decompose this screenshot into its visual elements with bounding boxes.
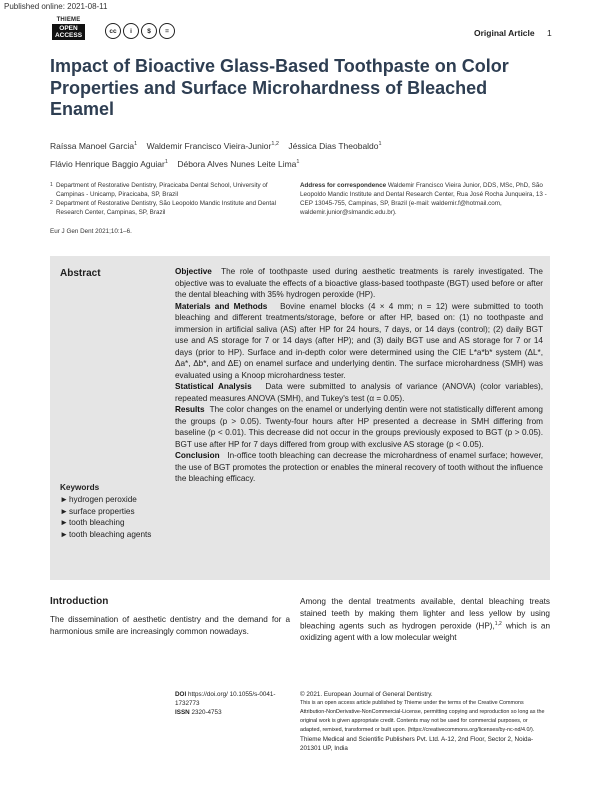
keyword-text: tooth bleaching agents [69, 529, 152, 539]
published-date: Published online: 2021-08-11 [4, 2, 108, 11]
affiliation-number: 2 [50, 200, 53, 206]
keyword-text: surface properties [69, 506, 135, 516]
affiliations [50, 181, 280, 217]
license-block [300, 690, 550, 753]
introduction-left-column: The dissemination of aesthetic dentistry and the demand for a harmonious smile are increasingly common nowadays. [50, 615, 290, 636]
author-affil-sup: 1 [296, 158, 300, 165]
page-number: 1 [547, 28, 552, 38]
correspondence-label: Address for correspondence [300, 182, 387, 189]
author-list [50, 136, 550, 172]
author-name: Jéssica Dias Theobaldo [288, 140, 379, 151]
keyword-text: hydrogen peroxide [69, 495, 137, 504]
doi-label: DOI [175, 691, 187, 698]
abstract-objective [175, 266, 543, 301]
article-title: Impact of Bioactive Glass-Based Toothpaste on Color Properties and Surface Microhardness of Bleached Enamel [50, 56, 509, 119]
affiliation-item [50, 181, 280, 199]
logo-open-text: OPEN [59, 25, 78, 32]
author-affil-sup: 1 [164, 158, 168, 165]
issn-value: 2320-4753 [191, 709, 222, 716]
abstract-conclusion [175, 450, 543, 485]
correspondence-text: Waldemir Francisco Vieira Junior, DDS, MSc, PhD, São Leopoldo Mandic Institute and Dental Research Center, Rua José Rocha Junqueira, 13 - CEP 13045-755, Campinas, SP, Brazil (e-mail: waldemir.f@hotmail.com, waldemir.junior@slmandic.edu.br). [300, 182, 547, 216]
objective-label: Objective [175, 267, 212, 276]
nd-icon: = [159, 23, 175, 39]
stats-text: Data were submitted to analysis of variance (ANOVA) (color variables), repeated measures ANOVA (SMH), and Tukey's test (α = 0.05). [175, 382, 544, 403]
results-label: Results [175, 405, 205, 414]
abstract-statistics [175, 381, 543, 404]
conclusion-text: In-office tooth bleaching can decrease the microhardness of enamel surface; however, the use of BGT promotes the protection or enables the mineral recovery of tooth without the influence the bleaching efficacy. [175, 451, 543, 483]
methods-label: Materials and Methods [175, 301, 268, 311]
author-name: Waldemir Francisco Vieira-Junior [146, 140, 272, 151]
doi-line [175, 690, 290, 708]
introduction-right-column [300, 596, 550, 644]
author-affil-sup: 1,2 [271, 141, 279, 147]
author-line-2 [50, 154, 550, 172]
intro-right-text: Among the dental treatments available, dental bleaching treats stained teeth by making them lighter and less yellow by using bleaching agents such as hydrogen peroxide (HP), [300, 597, 550, 631]
arrow-right-icon: ► [60, 529, 69, 539]
keywords-heading: Keywords [60, 483, 100, 492]
keyword-item [60, 529, 165, 541]
nc-icon: $ [141, 23, 157, 39]
intro-right-text-end: which is an oxidizing agent with a low molecular weight [300, 621, 551, 643]
issn-label: ISSN [175, 709, 190, 716]
logo-publisher-text: THIEME [56, 17, 81, 23]
introduction-heading: Introduction [50, 596, 109, 607]
copyright-line: © 2021. European Journal of General Dentistry. [300, 691, 433, 698]
abstract-body [175, 266, 543, 485]
abstract-heading: Abstract [60, 268, 101, 279]
license-text: This is an open access article published by Thieme under the terms of the Creative Commons Attribution-NonDerivative-NonCommercial-License, permitting copying and reproduction so long as the original work is given appropriate credit. Contents may not be used for commercial purposes, or adapted, remixed, transformed or built upon. (https://creativecommons.org/licenses/by-nc-nd/4.0/). [300, 700, 545, 733]
thieme-open-access-logo [52, 17, 85, 44]
abstract-methods [175, 301, 543, 382]
arrow-right-icon: ► [60, 495, 69, 504]
article-type: Original Article [474, 28, 535, 38]
keyword-item [60, 494, 165, 506]
conclusion-label: Conclusion [175, 451, 220, 460]
results-text: The color changes on the enamel or underlying dentin were not statistically different among the groups (p > 0.05). Twenty-four hours after HP presented a decrease in SMH differing from baseline (p < 0.01). This decrease did not occur in the groups previously exposed to BGT (p > 0.05). BGT use after HP for 7 days differed from group with exclusive AS storage (p < 0.05). [175, 405, 543, 449]
author-affil-sup: 1 [378, 141, 382, 147]
publisher-address: Thieme Medical and Scientific Publishers Pvt. Ltd. A-12, 2nd Floor, Sector 2, Noida-201301 UP, India [300, 736, 534, 752]
author-line-1 [50, 136, 550, 154]
logo-open-access-box [52, 24, 85, 40]
author-name: Raíssa Manoel Garcia [50, 140, 135, 151]
affiliation-item [50, 199, 280, 217]
abstract-results [175, 404, 543, 450]
issn-line [175, 708, 290, 717]
arrow-right-icon: ► [60, 506, 69, 516]
affiliation-text: Department of Restorative Dentistry, São Leopoldo Mandic Institute and Dental Research Center, Campinas, SP, Brazil [56, 200, 277, 216]
journal-citation: Eur J Gen Dent 2021;10:1–6. [50, 228, 132, 235]
citation-sup: 1,2 [494, 621, 502, 627]
keywords-list [60, 494, 165, 540]
keyword-item [60, 506, 165, 518]
affiliation-text: Department of Restorative Dentistry, Piracicaba Dental School, University of Campinas - Unicamp, Piracicaba, SP, Brazil [56, 182, 268, 198]
arrow-right-icon: ► [60, 518, 69, 527]
keyword-text: tooth bleaching [69, 518, 125, 527]
by-icon: i [123, 23, 139, 39]
doi-link[interactable]: https://doi.org/ 10.1055/s-0041-1732773 [175, 691, 276, 707]
correspondence-address [300, 181, 550, 217]
methods-text: Bovine enamel blocks (4 × 4 mm; n = 12) were submitted to tooth bleaching and different treatments/storage, before or after HP, based on: (1) no toothpaste and immersion in artificial saliva (AS) after HP for 24 hours, 7 days, or 14 days (control); (2) daily BGT use and AS storage for 7 or 14 days (after HP); and (3) daily BGT use and AS storage for 7 or 14 days (prior to HP). Surface and in-depth color were determined using the CIE L*a*b* system (ΔL*, Δa*, Δb*, and ΔE) on enamel surface and underlying dentin. The surface microhardness (SMH) was evaluated using a Knoop microhardness tester. [175, 301, 543, 380]
stats-label: Statistical Analysis [175, 382, 252, 391]
author-name: Débora Alves Nunes Leite Lima [177, 158, 297, 169]
author-name: Flávio Henrique Baggio Aguiar [50, 158, 165, 169]
keyword-item [60, 517, 165, 529]
cc-icon: cc [105, 23, 121, 39]
doi-block [175, 690, 290, 717]
affiliation-number: 1 [50, 182, 53, 188]
author-affil-sup: 1 [134, 141, 138, 147]
creative-commons-icons [105, 23, 175, 39]
logo-access-text: ACCESS [54, 32, 83, 39]
objective-text: The role of toothpaste used during aesthetic treatments is rarely investigated. The objective was to evaluate the effects of a bioactive glass-based toothpaste (BGT) used before or after the dental bleaching with 35% hydrogen peroxide (HP). [175, 267, 543, 299]
